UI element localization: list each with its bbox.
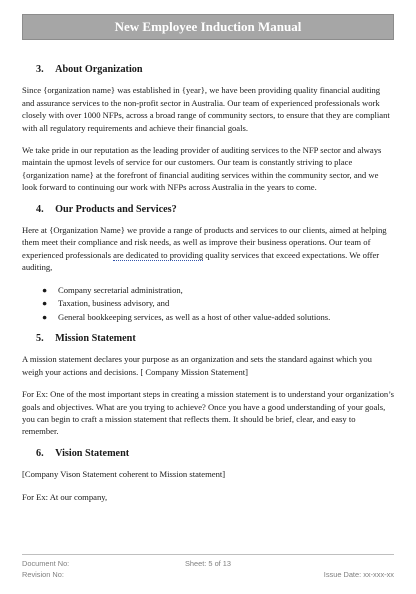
document-body <box>22 64 394 513</box>
paragraph: We take pride in our reputation as the leading provider of auditing services to the NFP sector and always maintain the upmost levels of service for our customers. Our team is constantly striving to place {organization name} at the forefront of financial auditing services within the community sector, and we look forward to continuing our work with NFPs across Australia in the years to come. <box>22 145 382 193</box>
list-item: ● General bookkeeping services, as well as a host of other value-added solutions. <box>42 311 331 322</box>
paragraph: A mission statement declares your purpose as an organization and sets the standard against which you weigh your actions and decisions. [ Company Mission Statement] <box>22 354 372 377</box>
services-list <box>22 284 394 323</box>
document-header-bar <box>22 14 394 40</box>
section-heading: 5. Mission Statement <box>36 332 136 344</box>
section-heading: 3. About Organization <box>36 64 143 75</box>
sheet-number: Sheet: 5 of 13 <box>184 559 232 568</box>
section-products-services <box>22 204 394 323</box>
document-footer <box>22 554 394 580</box>
paragraph: For Ex: One of the most important steps in creating a mission statement is to understand your organization’s goals and objectives. What are you trying to achieve? Once you have a good understanding of your goals, you can begin to craft a mission statement that reflects them. It should be brief, clear, and easy to remember. <box>22 389 394 437</box>
paragraph: [Company Vison Statement coherent to Mission statement] <box>22 469 226 480</box>
bullet-icon: ● <box>42 311 48 322</box>
bullet-icon: ● <box>42 298 48 309</box>
section-vision-statement <box>22 448 394 503</box>
section-heading: 4. Our Products and Services? <box>36 203 177 215</box>
section-about-organization <box>22 64 394 194</box>
issue-date: Issue Date: xx-xxx-xx <box>323 570 394 579</box>
grammar-marked-text: are dedicated to providing <box>113 249 204 260</box>
section-heading: 6. Vision Statement <box>36 447 130 459</box>
revision-number-label: Revision No: <box>22 570 64 579</box>
document-number-label: Document No: <box>22 559 70 568</box>
paragraph: Since {organization name} was established in {year}, we have been providing quality financial auditing and assurance services to the non-profit sector in Australia. Our team of experienced professionals work closely with over 1000 NFPs, across a broad range of community sectors, to ensure that they are compliant with all regulatory requirements and achieve their financial goals. <box>22 85 390 133</box>
section-mission-statement <box>22 333 394 438</box>
list-item: ● Company secretarial administration, <box>42 284 183 295</box>
paragraph: For Ex: At our company, <box>22 491 108 502</box>
paragraph: Here at {Organization Name} we provide a range of products and services to our clients, aimed at helping them meet their compliance and risk needs, as well as improve their business operations. Our team of experienced professionals are dedicated to providing quality services that exceed expectations. We offer auditing, <box>22 225 387 273</box>
list-item: ● Taxation, business advisory, and <box>42 298 170 309</box>
document-title: New Employee Induction Manual <box>114 19 302 34</box>
bullet-icon: ● <box>42 284 48 295</box>
